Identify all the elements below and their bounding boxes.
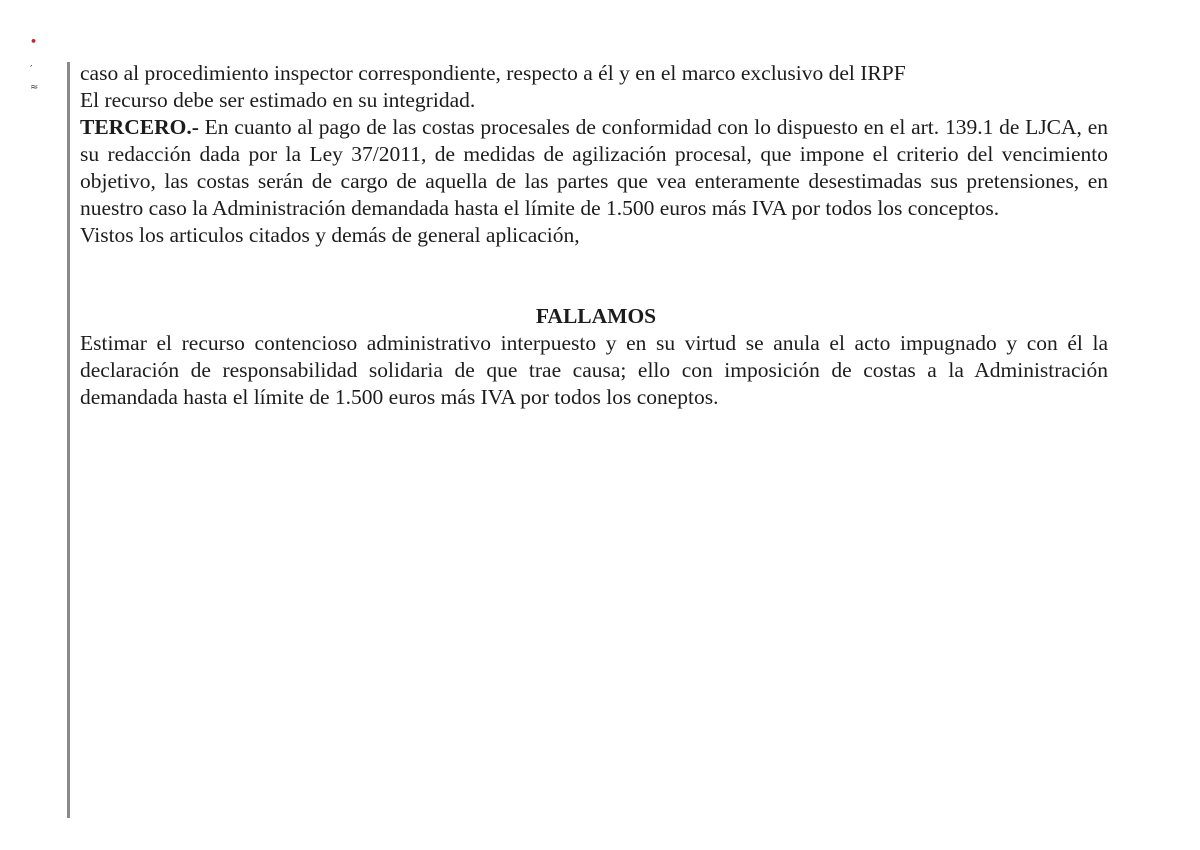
margin-vertical-bar: [67, 62, 70, 818]
paragraph-conclusion: El recurso debe ser estimado en su integridad.: [80, 88, 476, 112]
fallamos-heading: FALLAMOS: [535, 304, 657, 328]
margin-mark: ≈: [30, 82, 39, 93]
margin-mark: ′: [30, 63, 33, 76]
margin-mark-red: •: [30, 35, 38, 48]
paragraph-vistos: Vistos los articulos citados y demás de general aplicación,: [80, 223, 580, 247]
paragraph-ruling: Estimar el recurso contencioso administrativo interpuesto y en su virtud se anula el acto impugnado y con él la declaración de responsabilidad solidaria de que trae causa; ello con imposición de costas a la Administración demandada hasta el límite de 1.500 euros más IVA por todos los coneptos.: [80, 331, 1108, 409]
tercero-body: En cuanto al pago de las costas procesales de conformidad con lo dispuesto en el art. 139.1 de LJCA, en su redacción dada por la Ley 37/2011, de medidas de agilización procesal, que impone el criterio del vencimiento objetivo, las costas serán de cargo de aquella de las partes que vea enteramente desestimadas sus pretensiones, en nuestro caso la Administración demandada hasta el límite de 1.500 euros más IVA por todos los conceptos.: [80, 115, 1108, 220]
paragraph-tercero: [80, 114, 1108, 222]
tercero-heading: TERCERO.-: [80, 115, 199, 139]
paragraph-continuation: caso al procedimiento inspector correspondiente, respecto a él y en el marco exclusivo del IRPF: [80, 61, 906, 85]
margin-marks: [30, 30, 44, 100]
document-body: [80, 60, 1108, 411]
